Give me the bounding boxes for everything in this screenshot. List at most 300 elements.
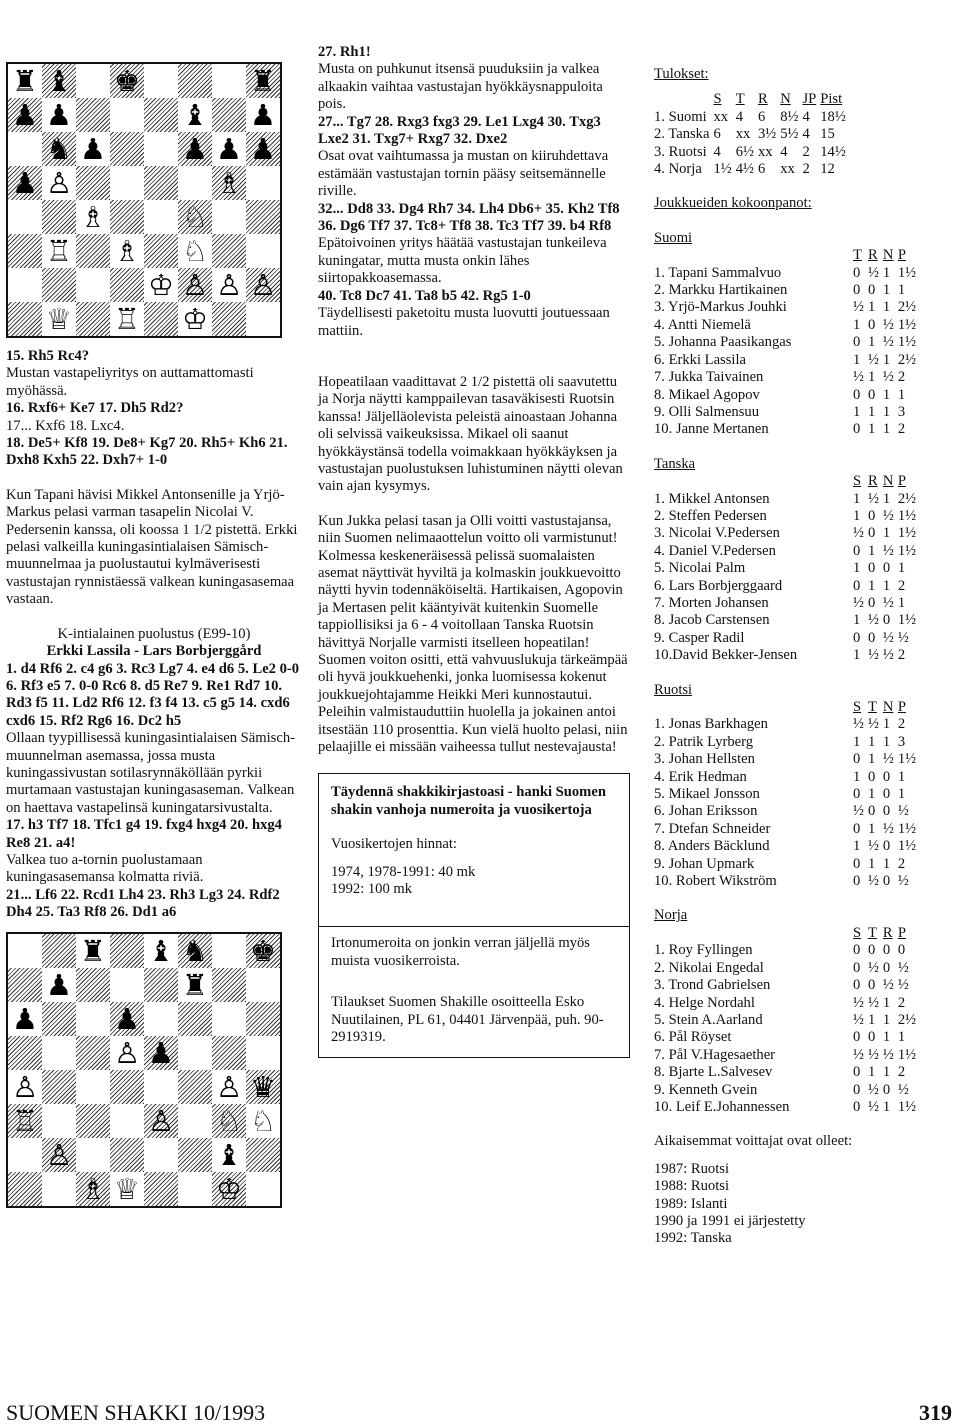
box-prices-label: Vuosikertojen hinnat: [331, 836, 457, 853]
table-cell: 0 [853, 629, 861, 646]
white-bishop-icon: ♗ [80, 200, 106, 234]
table-row [654, 282, 920, 299]
black-queen-icon: ♛ [250, 1069, 276, 1104]
table-row [654, 473, 920, 490]
column-1 [6, 62, 302, 1208]
table-cell: 0 [867, 1029, 876, 1046]
table-cell: 1½ [897, 525, 917, 542]
white-king-icon: ♔ [148, 268, 174, 302]
table-cell: ½ [853, 1046, 864, 1063]
board-square [110, 302, 144, 336]
table-cell: ½ [853, 369, 864, 386]
board-square [110, 1070, 144, 1104]
table-cell: S [853, 924, 862, 941]
comment: Valkea tuo a-tornin puolustamaan kuningasasemansa kolmatta riviä. [6, 851, 204, 886]
board-square [178, 934, 212, 968]
table-cell: 1½ [897, 542, 917, 559]
table-cell: 5. Stein A.Aarland [654, 1011, 763, 1028]
table-cell: 4. Daniel V.Pedersen [654, 542, 776, 559]
board-square [246, 200, 280, 234]
table-cell: ½ [897, 629, 909, 646]
moves: 1. d4 Rf6 2. c4 g6 3. Rc3 Lg7 4. e4 d6 5. Le2 0-0 6. Rf3 e5 7. 0-0 Rc6 8. d5 Re7 9. Re1 Rd7 10. Rd3 f5 11. Ld2 Rf6 12. f3 f4 13. c5 g5 14. cxd6 cxd6 15. Rf2 Rg6 16. Dc2 h5 [6, 660, 300, 729]
white-bishop-icon: ♗ [216, 166, 242, 200]
table-cell: 1 [882, 1011, 891, 1028]
table-row [654, 647, 920, 664]
moves: 21... Lf6 22. Rcd1 Lh4 23. Rh3 Lg3 24. Rdf2 Dh4 25. Ta3 Rf8 26. Dd1 a6 [6, 886, 280, 921]
table-cell: 1 [882, 733, 891, 750]
team-name: Tanska [654, 455, 696, 472]
table-cell: 1 [882, 994, 891, 1011]
table-cell: 1. Jonas Barkhagen [654, 716, 768, 733]
board-square [212, 234, 246, 268]
table-cell: 1 [853, 838, 861, 855]
board-square [178, 1002, 212, 1036]
table-cell: 1½ [897, 612, 917, 629]
table-cell: 5. Mikael Jonsson [654, 786, 760, 803]
table-row [654, 334, 920, 351]
table-cell: P [897, 924, 906, 941]
table-cell: 3. Trond Gabrielsen [654, 977, 771, 994]
white-pawn-icon: ♙ [216, 268, 242, 302]
table-row [654, 1082, 920, 1099]
table-cell: 0 [867, 282, 876, 299]
table-cell: 1 [897, 1029, 906, 1046]
table-cell: 0 [853, 1029, 861, 1046]
table-cell: R [867, 247, 878, 264]
table-cell: ½ [882, 820, 894, 837]
board-square [212, 1036, 246, 1070]
table-cell: 2 [897, 369, 906, 386]
table-cell [654, 247, 853, 264]
table-row [654, 1064, 920, 1081]
board-square [212, 64, 246, 98]
table-cell: 0 [853, 751, 861, 768]
table-cell: 7. Jukka Taivainen [654, 369, 764, 386]
board-square [178, 64, 212, 98]
board-square [246, 302, 280, 336]
board-square [178, 166, 212, 200]
board-square [8, 132, 42, 166]
table-cell: 1 [882, 716, 891, 733]
white-king-icon: ♔ [182, 302, 208, 336]
table-cell: 1½ [897, 316, 917, 333]
table-cell: 0 [867, 629, 876, 646]
board-square [110, 132, 144, 166]
table-row [654, 144, 850, 161]
moves: 40. Tc8 Dc7 41. Ta8 b5 42. Rg5 1-0 [318, 287, 531, 304]
paragraph: Kun Tapani hävisi Mikkel Antonsenille ja Yrjö-Markus pelasi varman tasapelin Nicolai V. Pedersenin kanssa, oli koossa 1 1/2 pistettä. Erkki pelasi valkeilla kuningasintialaisen Sämisch-muunnelmaa ja puolustautui kylmäverisesti vastustajan rynnistäessä valkean kuningasasemaa vastaan. [6, 486, 298, 608]
board-square [246, 968, 280, 1002]
table-cell: R [757, 91, 768, 108]
table-cell: 1½ [713, 161, 732, 178]
board-square [178, 1172, 212, 1206]
board-square [144, 1070, 178, 1104]
players: Erkki Lassila - Lars Borbjerggård [46, 643, 262, 660]
board-square [8, 268, 42, 302]
board-square [144, 302, 178, 336]
moves: 17... Kxf6 18. Lxc4. [6, 417, 125, 434]
table-cell: xx [780, 161, 795, 178]
table-row [654, 716, 920, 733]
table-cell: 1 [882, 855, 891, 872]
table-cell [654, 473, 853, 490]
table-cell: 9. Olli Salmensuu [654, 403, 759, 420]
board-square [178, 98, 212, 132]
table-cell: 1 [867, 369, 876, 386]
table-cell: ½ [867, 838, 879, 855]
table-cell: 12 [820, 161, 835, 178]
table-row [654, 769, 920, 786]
table-cell: ½ [882, 594, 894, 611]
board-square [110, 1002, 144, 1036]
table-cell: ½ [867, 716, 879, 733]
board-square [178, 1036, 212, 1070]
table-cell: 4. Norja [654, 161, 702, 178]
table-row [654, 91, 850, 108]
table-cell: ½ [853, 994, 864, 1011]
table-cell: 8. Anders Bäcklund [654, 838, 770, 855]
table-cell: N [882, 699, 894, 715]
board-square [212, 166, 246, 200]
table-cell: 4. Helge Nordahl [654, 994, 755, 1011]
table-row [654, 838, 920, 855]
table-row [654, 525, 920, 542]
comment: Mustan vastapeliyritys on auttamattomasti myöhässä. [6, 365, 254, 399]
table-cell: 0 [882, 612, 891, 629]
table-row [654, 126, 850, 143]
table-cell: 6 [757, 108, 766, 125]
black-pawn-icon: ♟ [80, 132, 106, 166]
board-square [8, 1104, 42, 1138]
table-cell: 1 [853, 768, 861, 785]
table-row [654, 856, 920, 873]
table-cell: 10. Leif E.Johannessen [654, 1098, 790, 1115]
table-cell: 1 [867, 542, 876, 559]
table-cell: Pist [820, 91, 843, 108]
box-order: Tilaukset Suomen Shakille osoitteella Esko Nuutilainen, PL 61, 04401 Järvenpää, puh. 90-2919319. [331, 994, 604, 1046]
table-cell: 0 [853, 421, 861, 438]
table-cell: 6 [757, 161, 766, 178]
black-pawn-icon: ♟ [12, 1001, 38, 1036]
board-square [8, 98, 42, 132]
black-rook-icon: ♜ [182, 967, 208, 1002]
table-cell: 2 [897, 994, 906, 1011]
board-square [8, 1002, 42, 1036]
black-knight-icon: ♞ [182, 933, 208, 968]
table-cell: 1 [897, 386, 906, 403]
comment: Ollaan tyypillisessä kuningasintialaisen Sämisch-muunnelman asemassa, jossa musta kuningassivustan sotilasrynnäköllään pyrkii murtamaan vastustajan kuningasaseman. Valkean on haettava vastapelinsä kuningatarsivustalta. [6, 730, 295, 816]
white-pawn-icon: ♙ [12, 1069, 38, 1104]
table-cell: 1 [853, 560, 861, 577]
table-cell: ½ [867, 351, 879, 368]
black-pawn-icon: ♟ [182, 132, 208, 166]
board-square [144, 234, 178, 268]
table-cell: T [853, 247, 862, 264]
board-square [42, 1172, 76, 1206]
board-square [8, 234, 42, 268]
table-row [654, 404, 920, 421]
black-pawn-icon: ♟ [250, 98, 276, 132]
box-price: 1992: 100 mk [331, 881, 413, 898]
table-row [654, 543, 920, 560]
board-square [8, 64, 42, 98]
table-row [654, 1047, 920, 1064]
table-cell: 1. Tapani Sammalvuo [654, 264, 782, 281]
table-cell: 18½ [820, 108, 846, 125]
table-cell: 3. Ruotsi [654, 143, 707, 160]
table-cell: 1 [853, 612, 861, 629]
board-square [8, 1036, 42, 1070]
board-square [178, 200, 212, 234]
board-square [178, 968, 212, 1002]
table-cell: 1 [882, 490, 891, 507]
table-cell: 0 [867, 942, 876, 959]
table-cell: 1½ [897, 507, 917, 524]
chess-diagram-2 [6, 932, 282, 1208]
table-row [654, 1029, 920, 1046]
white-rook-icon: ♖ [12, 1103, 38, 1138]
list-item: 1989: Islanti [654, 1195, 728, 1212]
board-square [76, 1070, 110, 1104]
table-cell: xx [735, 126, 751, 143]
table-cell: ½ [897, 977, 909, 994]
table-row [654, 751, 920, 768]
table-cell: 6. Pål Röyset [654, 1029, 732, 1046]
board-square [144, 1172, 178, 1206]
table-cell: 3 [897, 733, 906, 750]
table-cell: 1 [882, 403, 891, 420]
table-cell: 0 [853, 942, 861, 959]
table-row [654, 1099, 920, 1116]
white-knight-icon: ♘ [216, 1103, 242, 1138]
table-cell: 1 [882, 282, 891, 299]
board-square [144, 64, 178, 98]
board-square [144, 166, 178, 200]
table-cell: 1½ [897, 751, 917, 768]
board-square [42, 1104, 76, 1138]
white-pawn-icon: ♙ [216, 1069, 242, 1104]
table-row [654, 960, 920, 977]
black-rook-icon: ♜ [80, 933, 106, 968]
table-cell: 1 [853, 351, 861, 368]
board-square [212, 1002, 246, 1036]
board-square [76, 166, 110, 200]
table-cell: 5. Johanna Paasikangas [654, 334, 792, 351]
board-square [42, 268, 76, 302]
table-cell: 1 [897, 768, 906, 785]
white-pawn-icon: ♙ [250, 268, 276, 302]
table-row [654, 317, 920, 334]
table-cell: 1 [867, 1011, 876, 1028]
column-3 [654, 66, 954, 1248]
board-square [178, 1104, 212, 1138]
board-square [178, 268, 212, 302]
board-square [246, 934, 280, 968]
table-cell: 0 [882, 786, 891, 803]
board-square [144, 934, 178, 968]
table-row [654, 578, 920, 595]
paragraph: Kun Jukka pelasi tasan ja Olli voitti vastustajansa, niin Suomen nelimaaottelun voitto oli varmistunut! Kolmessa keskeneräisessä pelissä suomalaisten asemat näyttivät hyviltä ja kolmaskin joukkuevoitto näytti hyvin todennäköiseltä. Hartikaisen, Agopovin ja Mertasen pelit kääntyivät kuitenkin Suomelle tappiollisiksi ja 6 - 4 voitollaan Tanska Ruotsin hävittyä Norjalle varmisti itselleen hopeatilan! [318, 512, 623, 651]
table-cell: N [882, 473, 894, 490]
table-cell: 0 [853, 1081, 861, 1098]
board-square [246, 64, 280, 98]
table-cell: 0 [882, 873, 891, 890]
table-cell: 0 [867, 803, 876, 820]
table-cell: ½ [882, 316, 894, 333]
table-cell: ½ [853, 716, 864, 733]
table-row [654, 699, 920, 716]
table-row [654, 421, 920, 438]
table-cell: 1 [882, 299, 891, 316]
table-cell: 1 [882, 1064, 891, 1081]
table-row [654, 873, 920, 890]
table-cell [654, 699, 853, 716]
table-cell: 2 [897, 647, 906, 664]
table-row [654, 508, 920, 525]
board-square [110, 234, 144, 268]
box-title: Täydennä shakkikirjastoasi - hanki Suomen shakin vanhoja numeroita ja vuosikertoja [331, 784, 606, 818]
board-square [8, 1172, 42, 1206]
board-square [76, 64, 110, 98]
board-square [144, 1002, 178, 1036]
table-row [654, 803, 920, 820]
board-square [178, 1138, 212, 1172]
table-cell: ½ [882, 1046, 894, 1063]
board-square [178, 234, 212, 268]
table-cell: 0 [853, 577, 861, 594]
table-cell: 3 [897, 403, 906, 420]
table-cell: 0 [867, 560, 876, 577]
black-pawn-icon: ♟ [12, 98, 38, 132]
table-row [654, 161, 850, 178]
board-square [246, 1002, 280, 1036]
table-cell: ½ [853, 594, 864, 611]
past-winners [654, 1161, 954, 1248]
table-cell: 0 [853, 873, 861, 890]
table-cell: 0 [882, 560, 891, 577]
table-cell: 1 [867, 751, 876, 768]
table-cell: 0 [853, 334, 861, 351]
table-cell: 8½ [780, 108, 799, 125]
table-cell: ½ [867, 1081, 879, 1098]
black-pawn-icon: ♟ [46, 967, 72, 1002]
table-cell: ½ [867, 490, 879, 507]
table-cell: 1 [867, 334, 876, 351]
table-cell: 0 [853, 1064, 861, 1081]
table-cell: 14½ [820, 143, 846, 160]
comment: Musta on puhkunut itsensä puuduksiin ja valkea alkaakin vaihtaa vastustajan hyökkäysnappuloita pois. [318, 61, 603, 113]
board-square [76, 268, 110, 302]
table-cell: xx [757, 143, 773, 160]
board-square [42, 234, 76, 268]
table-cell: 3. Johan Hellsten [654, 751, 755, 768]
black-pawn-icon: ♟ [46, 98, 72, 132]
table-cell: 2½ [897, 1011, 917, 1028]
board-square [110, 98, 144, 132]
table-row [654, 821, 920, 838]
table-cell: 5½ [780, 126, 799, 143]
table-cell: 1 [897, 282, 906, 299]
board-square [42, 302, 76, 336]
table-cell: 2 [897, 577, 906, 594]
table-cell: 2. Tanska [654, 126, 710, 143]
board-square [76, 934, 110, 968]
white-king-icon: ♔ [216, 1171, 242, 1206]
table-cell: ½ [882, 751, 894, 768]
board-square [110, 200, 144, 234]
comment: Täydellisesti paketoitu musta luovutti joutuessaan mattiin. [318, 305, 610, 339]
table-cell: ½ [853, 299, 864, 316]
moves: 27. Rh1! [318, 44, 371, 60]
board-square [8, 968, 42, 1002]
table-cell: 3. Nicolai V.Pedersen [654, 525, 780, 542]
table-cell: 6. Erkki Lassila [654, 351, 747, 368]
white-rook-icon: ♖ [114, 302, 140, 336]
table-cell: 1½ [897, 264, 917, 281]
table-cell: 1 [853, 403, 861, 420]
board-square [144, 132, 178, 166]
table-cell: S [713, 91, 722, 108]
table-cell: 2. Nikolai Engedal [654, 959, 764, 976]
moves: 32... Dd8 33. Dg4 Rh7 34. Lh4 Db6+ 35. Kh2 Tf8 36. Dg6 Tf7 37. Tc8+ Tf8 38. Tc3 Tf7 39. b4 Rf8 [318, 200, 620, 235]
board-square [212, 200, 246, 234]
table-cell: ½ [853, 525, 864, 542]
table-cell: 1 [867, 786, 876, 803]
table-cell [654, 925, 853, 942]
board-square [8, 302, 42, 336]
table-cell: 10.David Bekker-Jensen [654, 647, 798, 664]
table-cell: ½ [897, 873, 909, 890]
board-square [178, 302, 212, 336]
board-square [8, 166, 42, 200]
table-cell: 1 [853, 316, 861, 333]
table-cell: 0 [853, 386, 861, 403]
table-cell: 6½ [735, 143, 754, 160]
board-square [144, 1104, 178, 1138]
table-cell: 2. Markku Hartikainen [654, 282, 788, 299]
table-cell: ½ [882, 542, 894, 559]
team-table [654, 699, 920, 890]
table-cell: 4 [802, 126, 810, 143]
table-cell: ½ [867, 264, 879, 281]
board-square [212, 98, 246, 132]
black-bishop-icon: ♝ [46, 64, 72, 98]
board-square [76, 1172, 110, 1206]
table-cell: ½ [867, 1098, 879, 1115]
board-square [212, 302, 246, 336]
table-cell: 0 [882, 1081, 891, 1098]
table-cell: 8. Mikael Agopov [654, 386, 760, 403]
table-cell: 1 [867, 855, 876, 872]
table-cell: 7. Pål V.Hagesaether [654, 1046, 776, 1063]
table-cell: 4. Antti Niemelä [654, 316, 751, 333]
board-square [42, 1002, 76, 1036]
table-cell: ½ [867, 612, 879, 629]
table-cell: 4. Erik Hedman [654, 768, 747, 785]
table-cell: 0 [853, 820, 861, 837]
table-cell: ½ [897, 803, 909, 820]
table-cell: 1. Roy Fyllingen [654, 942, 753, 959]
board-square [42, 132, 76, 166]
board-square [42, 1036, 76, 1070]
table-cell: 1½ [897, 838, 917, 855]
table-cell: ½ [882, 629, 894, 646]
table-row [654, 299, 920, 316]
white-queen-icon: ♕ [46, 302, 72, 336]
table-cell: ½ [882, 507, 894, 524]
table-cell: 1 [882, 525, 891, 542]
table-cell: 0 [882, 768, 891, 785]
